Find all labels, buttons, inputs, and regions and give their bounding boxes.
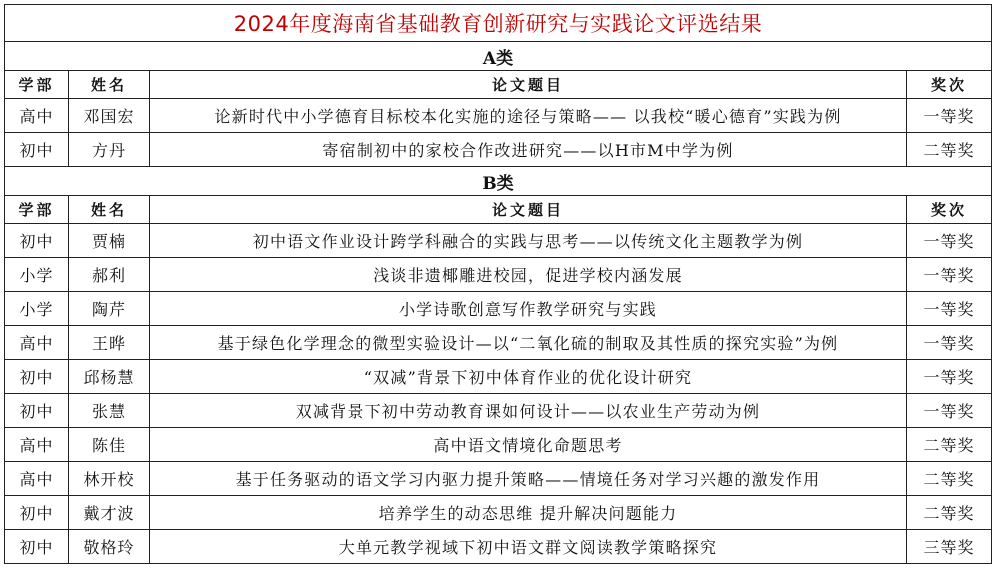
dept-cell: 初中 (5, 496, 69, 530)
paper-title-cell: 寄宿制初中的家校合作改进研究——以H市M中学为例 (150, 133, 907, 167)
dept-cell: 高中 (5, 428, 69, 462)
table-row (5, 394, 992, 428)
award-cell: 二等奖 (906, 133, 991, 167)
name-cell: 方丹 (69, 133, 150, 167)
name-cell: 戴才波 (69, 496, 150, 530)
award-cell: 二等奖 (906, 462, 991, 496)
results-table (4, 4, 992, 564)
paper-title-cell: 基于绿色化学理念的微型实验设计—以“二氧化硫的制取及其性质的探究实验”为例 (150, 326, 907, 360)
award-cell: 三等奖 (906, 530, 991, 564)
page-title: 2024年度海南省基础教育创新研究与实践论文评选结果 (5, 5, 992, 42)
paper-title-cell: 初中语文作业设计跨学科融合的实践与思考——以传统文化主题教学为例 (150, 224, 907, 258)
section-label-b: B类 (5, 167, 992, 196)
award-cell: 一等奖 (906, 326, 991, 360)
paper-title-cell: 双减背景下初中劳动教育课如何设计——以农业生产劳动为例 (150, 394, 907, 428)
header-dept: 学部 (5, 196, 69, 224)
dept-cell: 高中 (5, 462, 69, 496)
table-row (5, 428, 992, 462)
award-cell: 一等奖 (906, 292, 991, 326)
paper-title-cell: 高中语文情境化命题思考 (150, 428, 907, 462)
dept-cell: 小学 (5, 258, 69, 292)
paper-title-cell: 培养学生的动态思维 提升解决问题能力 (150, 496, 907, 530)
header-paper: 论文题目 (150, 71, 907, 99)
header-name: 姓名 (69, 71, 150, 99)
header-name: 姓名 (69, 196, 150, 224)
award-cell: 一等奖 (906, 360, 991, 394)
section-b-row (5, 167, 992, 196)
table-row (5, 258, 992, 292)
dept-cell: 初中 (5, 394, 69, 428)
paper-title-cell: “双减”背景下初中体育作业的优化设计研究 (150, 360, 907, 394)
header-award: 奖次 (906, 71, 991, 99)
award-cell: 二等奖 (906, 496, 991, 530)
table-row (5, 530, 992, 564)
name-cell: 敬格玲 (69, 530, 150, 564)
name-cell: 贾楠 (69, 224, 150, 258)
column-header-row (5, 196, 992, 224)
column-header-row (5, 71, 992, 99)
section-label-a: A类 (5, 42, 992, 71)
table-row (5, 496, 992, 530)
paper-title-cell: 小学诗歌创意写作教学研究与实践 (150, 292, 907, 326)
dept-cell: 初中 (5, 133, 69, 167)
table-row (5, 360, 992, 394)
name-cell: 王晔 (69, 326, 150, 360)
table-row (5, 462, 992, 496)
dept-cell: 高中 (5, 326, 69, 360)
table-row (5, 133, 992, 167)
name-cell: 邓国宏 (69, 99, 150, 133)
name-cell: 林开校 (69, 462, 150, 496)
section-a-row (5, 42, 992, 71)
table-row (5, 224, 992, 258)
name-cell: 邱杨慧 (69, 360, 150, 394)
paper-title-cell: 基于任务驱动的语文学习内驱力提升策略——情境任务对学习兴趣的激发作用 (150, 462, 907, 496)
header-dept: 学部 (5, 71, 69, 99)
dept-cell: 初中 (5, 530, 69, 564)
paper-title-cell: 大单元教学视域下初中语文群文阅读教学策略探究 (150, 530, 907, 564)
name-cell: 陶芹 (69, 292, 150, 326)
name-cell: 张慧 (69, 394, 150, 428)
header-paper: 论文题目 (150, 196, 907, 224)
paper-title-cell: 浅谈非遗椰雕进校园，促进学校内涵发展 (150, 258, 907, 292)
dept-cell: 初中 (5, 224, 69, 258)
table-row (5, 99, 992, 133)
award-cell: 一等奖 (906, 394, 991, 428)
dept-cell: 高中 (5, 99, 69, 133)
name-cell: 郝利 (69, 258, 150, 292)
table-row (5, 292, 992, 326)
award-cell: 一等奖 (906, 258, 991, 292)
header-award: 奖次 (906, 196, 991, 224)
award-cell: 二等奖 (906, 428, 991, 462)
dept-cell: 小学 (5, 292, 69, 326)
dept-cell: 初中 (5, 360, 69, 394)
title-row (5, 5, 992, 42)
name-cell: 陈佳 (69, 428, 150, 462)
award-cell: 一等奖 (906, 224, 991, 258)
paper-title-cell: 论新时代中小学德育目标校本化实施的途径与策略—— 以我校“暖心德育”实践为例 (150, 99, 907, 133)
award-cell: 一等奖 (906, 99, 991, 133)
table-row (5, 326, 992, 360)
